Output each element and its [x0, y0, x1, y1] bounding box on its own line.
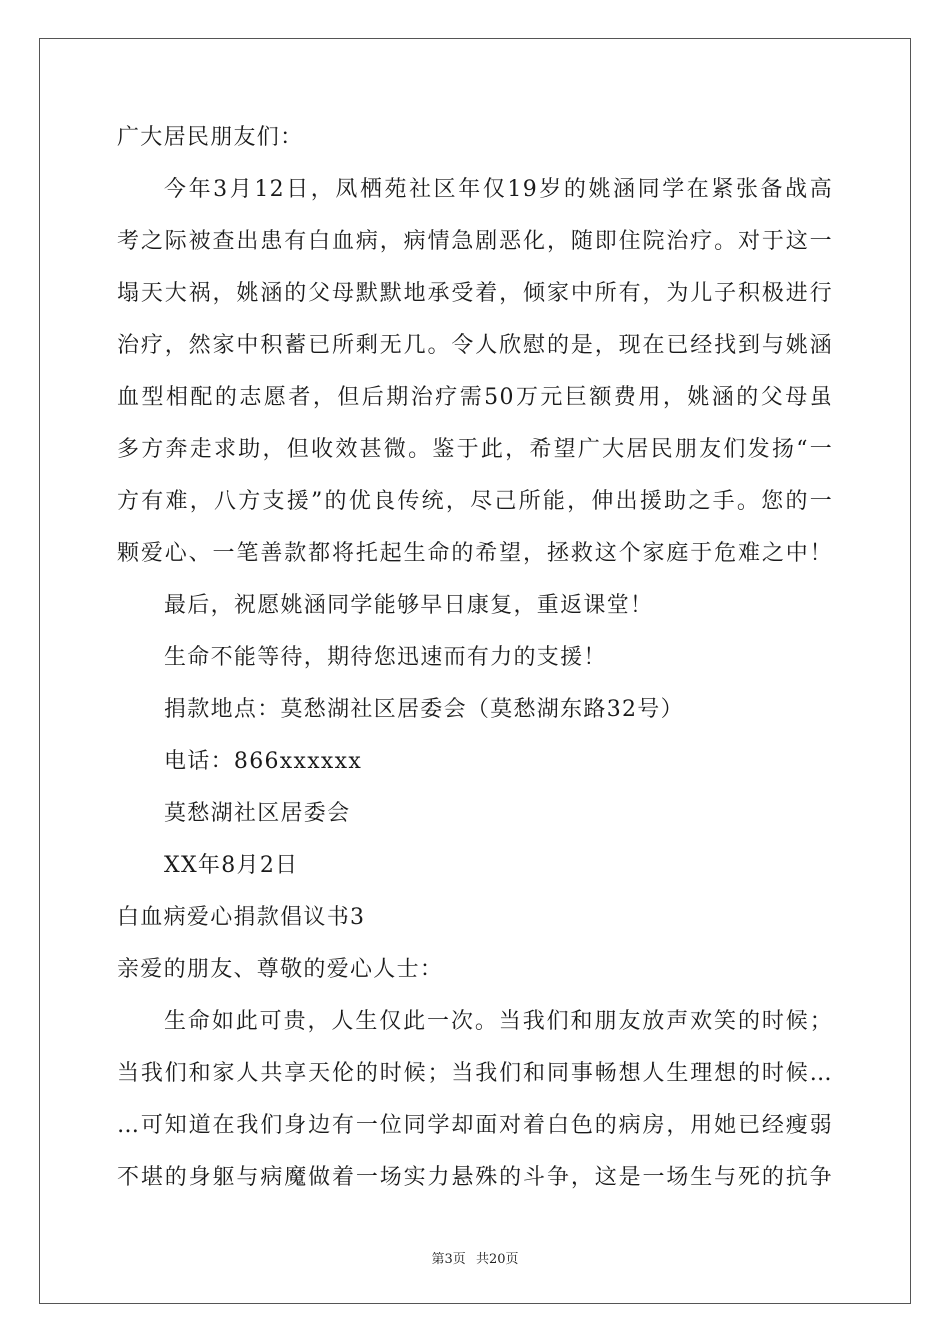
- text-line: 不堪的身躯与病魔做着一场实力悬殊的斗争，这是一场生与死的抗争: [117, 1165, 833, 1190]
- text-line: XX年8月2日: [164, 853, 299, 878]
- text-line: 捐款地点：莫愁湖社区居委会（莫愁湖东路32号）: [164, 697, 684, 722]
- page-number: 第3页: [431, 1252, 466, 1267]
- document-body: [117, 125, 833, 1217]
- text-line: 塌天大祸，姚涵的父母默默地承受着，倾家中所有，为儿子积极进行: [117, 281, 833, 306]
- text-line: 莫愁湖社区居委会: [164, 801, 351, 826]
- text-line: 生命如此可贵，人生仅此一次。当我们和朋友放声欢笑的时候；: [164, 1009, 833, 1034]
- text-line: 当我们和家人共享天伦的时候；当我们和同事畅想人生理想的时候…: [117, 1061, 833, 1086]
- text-line: 生命不能等待，期待您迅速而有力的支援！: [164, 645, 607, 670]
- text-line: 方有难，八方支援”的优良传统，尽己所能，伸出援助之手。您的一: [117, 489, 833, 514]
- text-line: …可知道在我们身边有一位同学却面对着白色的病房，用她已经瘦弱: [117, 1113, 833, 1138]
- text-line: 亲爱的朋友、尊敬的爱心人士：: [117, 957, 444, 982]
- page-total: 共20页: [475, 1252, 519, 1267]
- text-line: 广大居民朋友们：: [117, 125, 304, 150]
- text-line: 今年3月12日，凤栖苑社区年仅19岁的姚涵同学在紧张备战高: [164, 177, 833, 202]
- text-line: 颗爱心、一笔善款都将托起生命的希望，拯救这个家庭于危难之中！: [117, 541, 833, 566]
- text-line: 电话：866xxxxxx: [164, 749, 363, 774]
- text-line: 多方奔走求助，但收效甚微。鉴于此，希望广大居民朋友们发扬“一: [117, 437, 833, 462]
- text-line: 考之际被查出患有白血病，病情急剧恶化，随即住院治疗。对于这一: [117, 229, 833, 254]
- page-footer: [0, 1248, 950, 1267]
- text-line: 血型相配的志愿者，但后期治疗需50万元巨额费用，姚涵的父母虽: [117, 385, 833, 410]
- text-line: 治疗，然家中积蓄已所剩无几。令人欣慰的是，现在已经找到与姚涵: [117, 333, 833, 358]
- text-line: 白血病爱心捐款倡议书3: [117, 905, 366, 930]
- text-line: 最后，祝愿姚涵同学能够早日康复，重返课堂！: [164, 593, 654, 618]
